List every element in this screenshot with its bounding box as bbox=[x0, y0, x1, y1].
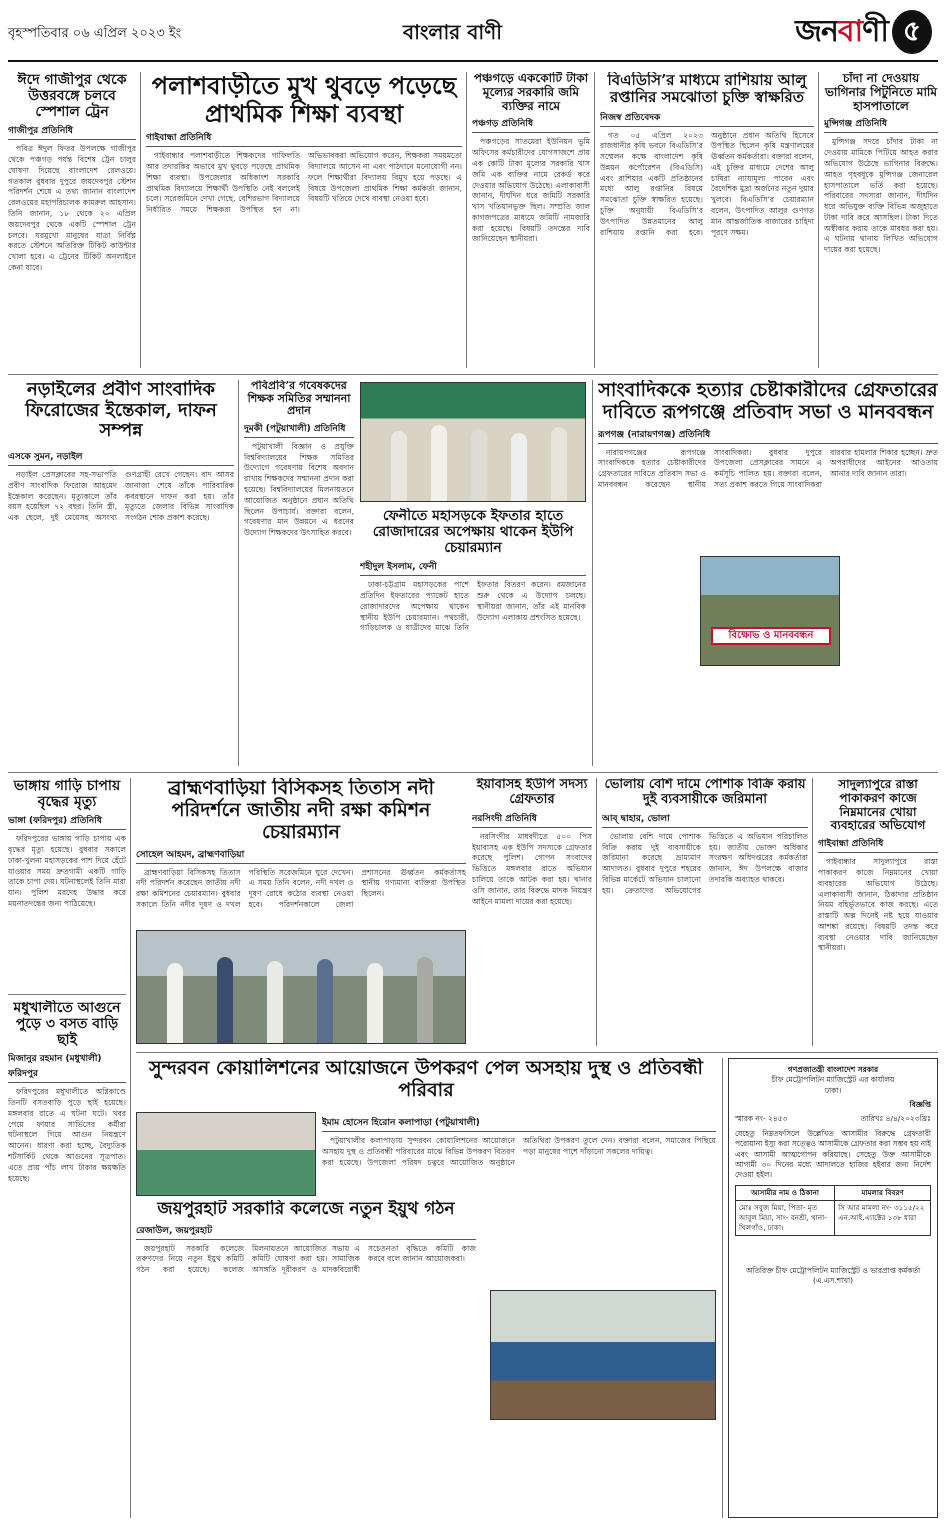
article-body: নারায়ণগঞ্জের রূপগঞ্জে সাংবাদিককে হত্যার চেষ্টাকারীদের গ্রেফতারের দাবিতে প্রতিবাদ সভা ও মানববন্ধন করেছেন স্থানীয় সাংবাদিকরা। বুধবার দুপুরে উপজেলা প্রেসক্লাবের সামনে এ কর্মসূচি পালিত হয়। বক্তারা বলেন, সত্য প্রকাশ করতে গিয়ে সাংবাদিকরা বারবার হামলার শিকার হচ্ছেন। দ্রুত অপরাধীদের আইনের আওতায় আনার দাবি জানান তারা। bbox=[598, 447, 938, 490]
article-body: পবিত্র ঈদুল ফিতর উপলক্ষে গাজীপুর থেকে পঞ্চগড় পর্যন্ত বিশেষ ট্রেন চালুর ঘোষণা দিয়েছে বাংলাদেশ রেলওয়ে। গতকাল বুধবার দুপুরে জয়দেবপুর স্টেশন পরিদর্শন শেষে এ তথ্য জানান বাংলাদেশ রেলওয়ের মহাপরিচালক কামরুল আহসান। তিনি জানান, ১৮ থেকে ২০ এপ্রিল জয়দেবপুর থেকে একটি স্পেশাল ট্রেন চলবে। ঘরমুখো মানুষের যাত্রা নির্বিঘ্ন করতে স্টেশনে অতিরিক্ত টিকিট কাউন্টার খোলা হবে। এ ট্রেনের টিকিট অনলাইনে কেনা যাবে। bbox=[8, 144, 136, 272]
article-pstu-teachers bbox=[244, 380, 354, 766]
notice-body: যেহেতু নিম্নতফসিলে উল্লেখিত আসামীর বিরুদ্ধে গ্রেফতারী পরোয়ানা ইস্যু করা সত্ত্বেও আসামীকে গ্রেফতার করা সম্ভব হয় নাই এবং আসামী আত্মগোপন করিয়াছে। সেহেতু উক্ত আসামীকে আগামী ৩০ দিনের মধ্যে আদালতে হাজির হইবার জন্য নির্দেশ দেওয়া হইল। bbox=[735, 1128, 931, 1180]
photo-human-chain bbox=[700, 556, 840, 666]
byline: গাইবান্ধা প্রতিনিধি bbox=[146, 130, 462, 147]
byline: গাজীপুর প্রতিনিধি bbox=[8, 123, 136, 140]
article-sadullapur bbox=[818, 778, 938, 1046]
article-gazipur bbox=[8, 72, 136, 368]
article-munshiganj bbox=[824, 72, 938, 368]
article-body: গাইবান্ধার সাদুল্যাপুরে রাস্তা পাকাকরণ কাজে নিম্নমানের খোয়া ব্যবহারের অভিযোগ উঠেছে। এলাকাবাসী জানান, ঠিকাদার প্রতিষ্ঠান নিয়ম বহির্ভূতভাবে কাজ করছে। এতে রাস্তাটি অল্প দিনেই নষ্ট হয়ে যাওয়ার আশঙ্কা রয়েছে। বিষয়টি তদন্ত করে ব্যবস্থা নেওয়ার দাবি জানিয়েছেন স্থানীয়রা। bbox=[818, 857, 938, 953]
headline-narail-box bbox=[8, 380, 234, 444]
article-panchagarh bbox=[472, 72, 590, 368]
article-body: মুন্সিগঞ্জ সদরে চাঁদার টাকা না দেওয়ায় মামিকে পিটিয়ে আহত করার অভিযোগ উঠেছে ভাগিনার বিরুদ্ধে। আহত গৃহবধূকে মুন্সিগঞ্জ জেনারেল হাসপাতালে ভর্তি করা হয়েছে। পরিবারের সদস্যরা জানান, দীর্ঘদিন ধরে অভিযুক্ত ব্যক্তি বিভিন্ন অজুহাতে টাকা দাবি করে আসছিল। টাকা দিতে অস্বীকার করায় তাকে মারধর করা হয়। এ ঘটনায় থানায় লিখিত অভিযোগ দায়ের করা হয়েছে। bbox=[824, 137, 938, 255]
photo-college-meeting bbox=[136, 1112, 316, 1196]
court-notice bbox=[728, 1058, 938, 1518]
section-title: বাংলার বাণী bbox=[403, 20, 502, 44]
headline: ঈদে গাজীপুর থেকে উত্তরবঙ্গে চলবে স্পেশাল ট্রেন bbox=[17, 72, 127, 121]
page-number: ৫ bbox=[892, 10, 932, 54]
article-feni bbox=[360, 508, 586, 766]
article-body: পটুয়াখালী বিজ্ঞান ও প্রযুক্তি বিশ্ববিদ্যালয়ের শিক্ষক সমিতির উদ্যোগে গবেষণায় বিশেষ অবদান রাখায় শিক্ষকদের সম্মাননা প্রদান করা হয়েছে। বিশ্ববিদ্যালয়ের মিলনায়তনে আয়োজিত অনুষ্ঠানে প্রধান অতিথি ছিলেন উপাচার্য। বক্তারা বলেন, গবেষণার মান উন্নয়নে এ ধরনের উদ্যোগ শিক্ষকদের উৎসাহিত করবে। bbox=[244, 441, 354, 538]
article-body: ঢাকা-চট্টগ্রাম মহাসড়কের পাশে প্রতিদিন ইফতারের প্যাকেট হাতে রোজাদারদের অপেক্ষায় থাকেন স্থানীয় ইউপি চেয়ারম্যান। পথচারী, গাড়িচালক ও যাত্রীদের মাঝে তিনি ইফতার বিতরণ করেন। রমজানের শুরু থেকে এ উদ্যোগ চলছে। স্থানীয়রা জানান, তাঁর এই মানবিক উদ্যোগ এলাকায় প্রশংসিত হয়েছে। bbox=[360, 580, 586, 633]
headline: পবিপ্রবি’র গবেষকদের শিক্ষক সমিতির সম্মাননা প্রদান bbox=[247, 380, 351, 418]
article-narail bbox=[8, 446, 234, 766]
byline: রেজাউল, জয়পুরহাট bbox=[136, 1223, 476, 1240]
table-header: আসামীর নাম ও ঠিকানা bbox=[736, 1185, 835, 1200]
headline: ভোলায় বেশি দামে পোশাক বিক্রি করায় দুই ব্যবসায়ীকে জরিমানা bbox=[604, 778, 806, 807]
article-body: পঞ্চগড়ের সাতমেরা ইউনিয়ন ভূমি অফিসের কর্মচারীদের যোগসাজশে প্রায় এক কোটি টাকা মূল্যের সরকারি খাস জমি এক ব্যক্তির নামে রেকর্ড করে দেওয়ার অভিযোগ উঠেছে। এলাকাবাসী জানান, দীর্ঘদিন ধরে জমিটি সরকারি খাস খতিয়ানভুক্ত ছিল। সম্প্রতি জাল কাগজপত্রের মাধ্যমে জমিটি নামজারি করা হয়েছে। বিষয়টি তদন্তের দাবি জানিয়েছেন স্থানীয়রা। bbox=[472, 137, 590, 244]
notice-footer: অতিরিক্ত চীফ মেট্রোপলিটন ম্যাজিস্ট্রেট ও ভারপ্রাপ্ত কর্মকর্তা (এ.এস.শাখা) bbox=[745, 1265, 921, 1286]
article-body: নরসিংদীর মাধবদীতে ৫০০ পিস ইয়াবাসহ এক ইউপি সদস্যকে গ্রেফতার করেছে পুলিশ। গোপন সংবাদের ভিত্তিতে মঙ্গলবার রাতে অভিযান চালিয়ে তাকে আটক করা হয়। থানার ওসি জানান, তার বিরুদ্ধে মাদক নিয়ন্ত্রণ আইনে মামলা দায়ের করা হয়েছে। bbox=[472, 831, 592, 906]
notice-header-1: গণপ্রজাতন্ত্রী বাংলাদেশ সরকার bbox=[787, 1065, 879, 1074]
article-body: ফরিদপুরের মধুখালীতে অগ্নিকাণ্ডে তিনটি বসতবাড়ি পুড়ে ছাই হয়েছে। মঙ্গলবার রাতে এ ঘটনা ঘটে। খবর পেয়ে ফায়ার সার্ভিসের কর্মীরা ঘটনাস্থলে গিয়ে আগুন নিয়ন্ত্রণে আনেন। ধারণা করা হচ্ছে, বৈদ্যুতিক শর্টসার্কিট থেকে আগুনের সূত্রপাত। এতে প্রায় পাঁচ লাখ টাকার ক্ষয়ক্ষতি হয়েছে। bbox=[8, 1087, 126, 1183]
table-header: মামলার বিবরণ bbox=[835, 1185, 931, 1200]
article-body: জয়পুরহাট সরকারি কলেজে তরুণদের নিয়ে নতুন ইয়ুথ কমিটি গঠন করা হয়েছে। কলেজ মিলনায়তনে আয়োজিত সভায় এ কমিটি ঘোষণা করা হয়। সামাজিক অসঙ্গতি দূরীকরণ ও মাদকবিরোধী সচেতনতা বৃদ্ধিতে কমিটি কাজ করবে বলে জানান আয়োজকরা। bbox=[136, 1243, 476, 1275]
headline: সুন্দরবন কোয়ালিশনের আয়োজনে উপকরণ পেল অসহায় দুস্থ ও প্রতিবন্ধী পরিবার bbox=[149, 1058, 703, 1101]
article-bhanga-accident bbox=[8, 778, 126, 988]
article-potato-export bbox=[600, 72, 814, 368]
headline: ভাঙ্গায় গাড়ি চাপায় বৃদ্ধের মৃত্যু bbox=[13, 778, 121, 811]
masthead bbox=[8, 4, 938, 62]
article-bhola bbox=[602, 778, 808, 1046]
byline: মুন্সিগঞ্জ প্রতিনিধি bbox=[824, 116, 938, 133]
headline: ইয়াবাসহ ইউপি সদস্য গ্রেফতার bbox=[476, 778, 588, 807]
article-body: গত ০৫ এপ্রিল ২০২৩ রাজধানীর কৃষি ভবনে বিএডিসি’র সম্মেলন কক্ষে বাংলাদেশ কৃষি উন্নয়ন কর্পোরেশন (বিএডিসি) এবং রাশিয়ার একটি প্রতিষ্ঠানের মধ্যে আলু রপ্তানির বিষয়ে সমঝোতা চুক্তি স্বাক্ষরিত হয়েছে। চুক্তি অনুযায়ী বিএডিসি’র উৎপাদিত উন্নতমানের আলু রাশিয়ায় রপ্তানি করা হবে। অনুষ্ঠানে প্রধান অতিথি হিসেবে উপস্থিত ছিলেন কৃষি মন্ত্রণালয়ের ঊর্ধ্বতন কর্মকর্তারা। বক্তারা বলেন, এই চুক্তির মাধ্যমে দেশের আলু চাষিরা ন্যায্যমূল্য পাবেন এবং বৈদেশিক মুদ্রা অর্জনের নতুন দুয়ার খুলবে। বিএডিসি’র চেয়ারম্যান বলেন, উৎপাদিত আলুর গুণগত মান আন্তর্জাতিক বাজারের চাহিদা পূরণে সক্ষম। bbox=[600, 130, 814, 237]
table-row bbox=[736, 1200, 931, 1235]
headline: নড়াইলের প্রবীণ সাংবাদিক ফিরোজের ইন্তেকাল, দাফন সম্পন্ন bbox=[25, 380, 217, 442]
byline: দুমকী (পটুয়াখালী) প্রতিনিধি bbox=[244, 421, 354, 438]
table-cell: মোঃ সবুজ মিয়া, পিতা- মৃত আবুল মিয়া, সাং- বনশ্রী, থানা- খিলগাঁও, ঢাকা। bbox=[736, 1200, 835, 1235]
protest-banner: বিক্ষোভ ও মানববন্ধন bbox=[711, 627, 831, 645]
notice-table bbox=[735, 1185, 931, 1236]
article-narsingdi bbox=[472, 778, 592, 1046]
issue-date: বৃহস্পতিবার ০৬ এপ্রিল ২০২৩ ইং bbox=[8, 26, 182, 41]
article-palashbari bbox=[146, 72, 462, 368]
notice-date: তারিখঃ ৪/৪/২০২৩খ্রিঃ bbox=[860, 1114, 931, 1124]
article-madhukhali-fire bbox=[8, 1000, 126, 1518]
notice-ref: স্মারক নং- ২৪৫৩ bbox=[735, 1114, 788, 1124]
headline: পলাশবাড়ীতে মুখ থুবড়ে পড়েছে প্রাথমিক শিক্ষা ব্যবস্থা bbox=[151, 72, 457, 128]
byline: রূপগঞ্জ (নারায়ণগঞ্জ) প্রতিনিধি bbox=[598, 427, 938, 444]
headline: ব্রাহ্মণবাড়িয়া বিসিকসহ তিতাস নদী পরিদর্শনে জাতীয় নদী রক্ষা কমিশন চেয়ারম্যান bbox=[167, 778, 435, 843]
headline: পঞ্চগড়ে এককোটি টাকা মূল্যের সরকারি জমি ব্যক্তির নামে bbox=[473, 72, 589, 113]
notice-header-2: চীফ মেট্রোপলিটন ম্যাজিস্ট্রেট এর কার্যালয় bbox=[771, 1075, 895, 1085]
article-body: ব্রাহ্মণবাড়িয়া বিসিকসহ তিতাস নদী পরিদর্শন করেছেন জাতীয় নদী রক্ষা কমিশনের চেয়ারম্যান। বুধবার সকালে তিনি নদীর দূষণ ও দখল পরিস্থিতি সরেজমিনে ঘুরে দেখেন। এ সময় তিনি বলেন, নদী দখল ও দূষণ রোধে কঠোর ব্যবস্থা নেওয়া হবে। পরিদর্শনকালে জেলা প্রশাসনের ঊর্ধ্বতন কর্মকর্তাসহ স্থানীয় গণ্যমান্য ব্যক্তিরা উপস্থিত ছিলেন। bbox=[136, 867, 466, 909]
byline: সোহেল আহমদ, ব্রাহ্মণবাড়িয়া bbox=[136, 847, 466, 864]
byline: গাইবান্ধা প্রতিনিধি bbox=[818, 836, 938, 853]
byline: নরসিংদী প্রতিনিধি bbox=[472, 811, 592, 828]
byline: এসকে সুমন, নড়াইল bbox=[8, 449, 234, 466]
byline: ভাঙ্গা (ফরিদপুর) প্রতিনিধি bbox=[8, 813, 126, 830]
headline: ফেনীতে মহাসড়কে ইফতার হাতে রোজাদারের অপেক্ষায় থাকেন ইউপি চেয়ারম্যান bbox=[372, 508, 574, 557]
headline: চাঁদা না দেওয়ায় ভাগিনার পিটুনিতে মামি হাসপাতালে bbox=[824, 72, 938, 113]
article-sundarban-body bbox=[322, 1112, 716, 1272]
headline: সাংবাদিককে হত্যার চেষ্টাকারীদের গ্রেফতারের দাবিতে রূপগঞ্জে প্রতিবাদ সভা ও মানববন্ধন bbox=[598, 380, 938, 423]
photo-award-ceremony bbox=[360, 382, 586, 502]
photo-distribution bbox=[490, 1290, 716, 1420]
byline: ইমাম হোসেন হিরোন কলাপাড়া (পটুয়াখালী) bbox=[322, 1115, 716, 1132]
notice-header-3: ঢাকা। bbox=[824, 1085, 842, 1095]
byline: আব্‌ দ্বাহার, ভোলা bbox=[602, 811, 808, 828]
article-body: গাইবান্ধার পলাশবাড়ীতে শিক্ষকদের গাফিলতি আর তদারকির অভাবে মুখ থুবড়ে পড়েছে প্রাথমিক শিক্ষা ব্যবস্থা। উপজেলার অধিকাংশ সরকারি প্রাথমিক বিদ্যালয়ে শিক্ষার্থী উপস্থিতি নেই বললেই চলে। সরেজমিনে দেখা গেছে, বেশিরভাগ বিদ্যালয়ে নির্ধারিত সময়ে শিক্ষকরা উপস্থিত হন না। অভিভাবকরা অভিযোগ করেন, শিক্ষকরা সময়মতো বিদ্যালয়ে আসেন না এবং পাঠদানে মনোযোগী নন। ফলে শিক্ষার্থীরা বিদ্যালয় বিমুখ হয়ে পড়ছে। এ বিষয়ে উপজেলা প্রাথমিক শিক্ষা কর্মকর্তা জানান, বিষয়টি খতিয়ে দেখে ব্যবস্থা নেওয়া হবে। bbox=[146, 151, 462, 215]
notice-title: বিজ্ঞপ্তি bbox=[909, 1100, 931, 1110]
headline: জয়পুরহাট সরকারি কলেজে নতুন ইয়ুথ গঠন bbox=[157, 1200, 455, 1219]
newspaper-logo: জন বা ণী bbox=[795, 13, 888, 49]
headline: মধুখালীতে আগুনে পুড়ে ৩ বসত বাড়ি ছাই bbox=[13, 1000, 121, 1049]
headline: সাদুল্যাপুরে রাস্তা পাকাকরণ কাজে নিম্নমানের খোয়া ব্যবহারের অভিযোগ bbox=[830, 778, 926, 833]
article-body: নড়াইল প্রেসক্লাবের সহ-সভাপতি প্রবীণ সাংবাদিক ফিরোজ আহমেদ ইন্তেকাল করেছেন। মৃত্যুকালে তাঁর বয়স হয়েছিল ৭২ বছর। তিনি স্ত্রী, এক ছেলে, দুই মেয়েসহ অসংখ্য গুণগ্রাহী রেখে গেছেন। বাদ আসর জানাজা শেষে তাঁকে পারিবারিক কবরস্থানে দাফন করা হয়। তাঁর মৃত্যুতে জেলার বিভিন্ন সাংবাদিক সংগঠন শোক প্রকাশ করেছে। bbox=[8, 470, 234, 523]
table-cell: সি আর মামলা নং- ৩১১৫/২২ এন.আই.এ্যাক্টের ১৩৮ ধারা bbox=[835, 1200, 931, 1235]
byline: মিজানুর রহমান (মধুখালী) ফরিদপুর bbox=[8, 1051, 126, 1083]
byline: নিজস্ব প্রতিবেদক bbox=[600, 110, 814, 127]
byline: পঞ্চগড় প্রতিনিধি bbox=[472, 116, 590, 133]
byline: শহীদুল ইসলাম, ফেনী bbox=[360, 559, 586, 576]
photo-river-inspection bbox=[136, 930, 466, 1044]
article-body: ফরিদপুরের ভাঙ্গায় গাড়ি চাপায় এক বৃদ্ধের মৃত্যু হয়েছে। বুধবার সকালে ঢাকা-খুলনা মহাসড়কের পাশ দিয়ে হেঁটে যাওয়ার সময় দ্রুতগামী একটি গাড়ি তাকে চাপা দেয়। ঘটনাস্থলেই তিনি মারা যান। পুলিশ মরদেহ উদ্ধার করে ময়নাতদন্তের জন্য পাঠিয়েছে। bbox=[8, 834, 126, 908]
article-body: ভোলায় বেশি দামে পোশাক বিক্রি করায় দুই ব্যবসায়ীকে জরিমানা করেছে ভ্রাম্যমাণ আদালত। বুধবার দুপুরে শহরের বিভিন্ন মার্কেটে অভিযান চালানো হয়। ক্রেতাদের অভিযোগের ভিত্তিতে এ অভিযান পরিচালিত হয়। জাতীয় ভোক্তা অধিকার সংরক্ষণ অধিদপ্তরের কর্মকর্তারা জানান, ঈদ উপলক্ষে বাজার তদারকি অব্যাহত থাকবে। bbox=[602, 831, 808, 895]
headline: বিএডিসি’র মাধ্যমে রাশিয়ায় আলু রপ্তানির সমঝোতা চুক্তি স্বাক্ষরিত bbox=[607, 72, 807, 107]
article-body: পটুয়াখালীর কলাপাড়ায় সুন্দরবন কোয়ালিশনের আয়োজনে অসহায় দুস্থ ও প্রতিবন্ধী পরিবারের মাঝে বিভিন্ন উপকরণ বিতরণ করা হয়েছে। উপজেলা পরিষদ চত্বরে আয়োজিত অনুষ্ঠানে অতিথিরা উপকরণ তুলে দেন। বক্তারা বলেন, সমাজের পিছিয়ে পড়া মানুষের পাশে দাঁড়ানো সকলের দায়িত্ব। bbox=[322, 1136, 716, 1167]
